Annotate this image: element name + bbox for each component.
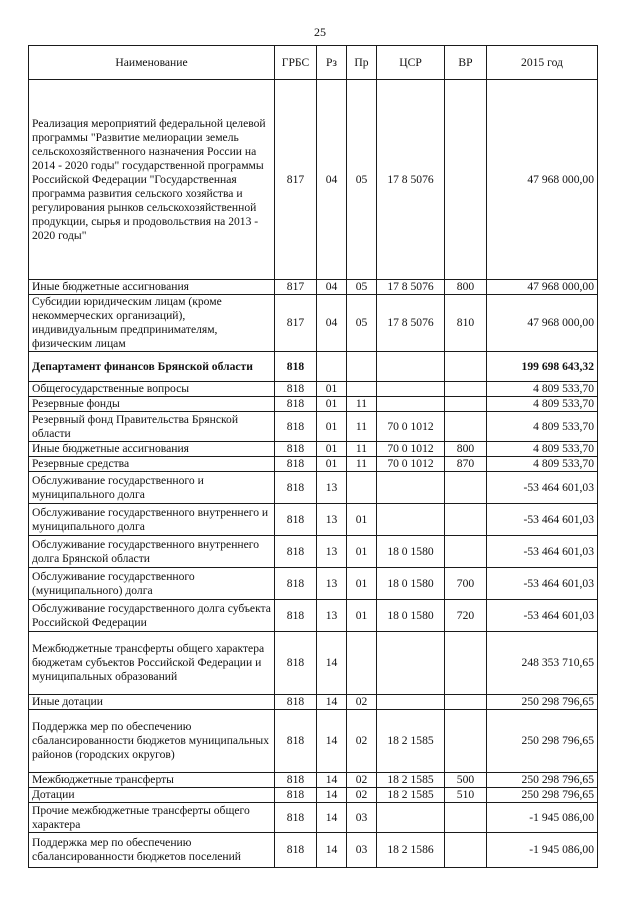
cell-amount: 47 968 000,00 (487, 80, 598, 280)
cell-pr: 05 (347, 295, 377, 352)
cell-rz: 13 (317, 536, 347, 568)
cell-csr: 18 2 1585 (377, 710, 445, 773)
cell-grbs: 818 (275, 833, 317, 868)
cell-vr: 810 (445, 295, 487, 352)
cell-rz: 14 (317, 803, 347, 833)
table-row (29, 600, 598, 632)
cell-amount: 4 809 533,70 (487, 412, 598, 442)
cell-rz: 04 (317, 80, 347, 280)
cell-csr: 17 8 5076 (377, 80, 445, 280)
cell-name: Прочие межбюджетные трансферты общего характера (29, 803, 275, 833)
cell-amount: 4 809 533,70 (487, 397, 598, 412)
cell-vr: 800 (445, 280, 487, 295)
cell-vr (445, 80, 487, 280)
table-row (29, 382, 598, 397)
cell-vr (445, 695, 487, 710)
table-row (29, 773, 598, 788)
cell-pr (347, 472, 377, 504)
cell-csr (377, 695, 445, 710)
cell-amount: 250 298 796,65 (487, 788, 598, 803)
col-header-name: Наименование (29, 46, 275, 80)
cell-grbs: 818 (275, 457, 317, 472)
cell-grbs: 818 (275, 568, 317, 600)
cell-grbs: 818 (275, 632, 317, 695)
cell-rz: 01 (317, 397, 347, 412)
cell-rz: 14 (317, 710, 347, 773)
cell-pr: 11 (347, 412, 377, 442)
cell-pr: 05 (347, 80, 377, 280)
cell-csr: 18 0 1580 (377, 600, 445, 632)
cell-name: Резервные средства (29, 457, 275, 472)
cell-pr (347, 352, 377, 382)
cell-pr: 02 (347, 788, 377, 803)
header-row (29, 46, 598, 80)
table-row (29, 80, 598, 280)
cell-name: Иные бюджетные ассигнования (29, 442, 275, 457)
cell-csr (377, 632, 445, 695)
cell-grbs: 818 (275, 803, 317, 833)
cell-rz: 04 (317, 280, 347, 295)
cell-name: Реализация мероприятий федеральной целевой программы "Развитие мелиорации земель сельскохозяйственного назначения России на 2014 - 2020 годы" государственной программы Российской Федерации "Государственная программа развития сельского хозяйства и регулирования рынков сельскохозяйственной продукции, сырья и продовольствия на 2013 - 2020 годы" (29, 80, 275, 280)
table-row (29, 472, 598, 504)
cell-vr (445, 412, 487, 442)
cell-name: Резервные фонды (29, 397, 275, 412)
cell-name: Поддержка мер по обеспечению сбалансированности бюджетов поселений (29, 833, 275, 868)
table-row (29, 788, 598, 803)
cell-name: Обслуживание государственного (муниципального) долга (29, 568, 275, 600)
cell-vr: 500 (445, 773, 487, 788)
cell-csr (377, 803, 445, 833)
cell-grbs: 818 (275, 442, 317, 457)
cell-name: Обслуживание государственного долга субъекта Российской Федерации (29, 600, 275, 632)
cell-csr: 18 0 1580 (377, 536, 445, 568)
cell-name: Межбюджетные трансферты общего характера бюджетам субъектов Российской Федерации и муниципальных образований (29, 632, 275, 695)
cell-pr: 05 (347, 280, 377, 295)
cell-amount: 47 968 000,00 (487, 280, 598, 295)
cell-pr (347, 632, 377, 695)
cell-vr (445, 803, 487, 833)
cell-pr: 03 (347, 803, 377, 833)
cell-csr: 18 2 1585 (377, 788, 445, 803)
cell-vr (445, 504, 487, 536)
cell-amount: 47 968 000,00 (487, 295, 598, 352)
cell-pr: 03 (347, 833, 377, 868)
cell-grbs: 818 (275, 472, 317, 504)
table-row (29, 695, 598, 710)
cell-rz: 13 (317, 600, 347, 632)
cell-vr: 800 (445, 442, 487, 457)
cell-rz: 13 (317, 504, 347, 536)
cell-pr (347, 382, 377, 397)
cell-amount: 199 698 643,32 (487, 352, 598, 382)
cell-csr: 18 2 1586 (377, 833, 445, 868)
cell-name: Обслуживание государственного и муниципального долга (29, 472, 275, 504)
cell-pr: 11 (347, 442, 377, 457)
cell-vr: 870 (445, 457, 487, 472)
cell-name: Субсидии юридическим лицам (кроме некоммерческих организаций), индивидуальным предпринимателям, физическим лицам (29, 295, 275, 352)
col-header-year: 2015 год (487, 46, 598, 80)
col-header-rz: Рз (317, 46, 347, 80)
cell-amount: -53 464 601,03 (487, 472, 598, 504)
cell-pr: 11 (347, 457, 377, 472)
cell-amount: 250 298 796,65 (487, 695, 598, 710)
cell-rz: 13 (317, 472, 347, 504)
cell-csr (377, 504, 445, 536)
cell-pr: 02 (347, 695, 377, 710)
cell-vr: 700 (445, 568, 487, 600)
cell-pr: 02 (347, 773, 377, 788)
cell-rz: 14 (317, 833, 347, 868)
cell-grbs: 818 (275, 788, 317, 803)
cell-vr (445, 536, 487, 568)
cell-amount: 4 809 533,70 (487, 442, 598, 457)
cell-csr (377, 472, 445, 504)
table-row (29, 280, 598, 295)
cell-grbs: 817 (275, 295, 317, 352)
budget-table (28, 45, 598, 868)
cell-rz (317, 352, 347, 382)
cell-rz: 01 (317, 382, 347, 397)
cell-grbs: 818 (275, 600, 317, 632)
cell-name: Обслуживание государственного внутреннего долга Брянской области (29, 536, 275, 568)
cell-vr (445, 833, 487, 868)
cell-grbs: 818 (275, 412, 317, 442)
cell-pr: 01 (347, 504, 377, 536)
cell-vr (445, 352, 487, 382)
table-row (29, 352, 598, 382)
table-row (29, 536, 598, 568)
cell-rz: 14 (317, 773, 347, 788)
table-row (29, 632, 598, 695)
col-header-vr: ВР (445, 46, 487, 80)
cell-amount: 4 809 533,70 (487, 382, 598, 397)
cell-name: Общегосударственные вопросы (29, 382, 275, 397)
cell-amount: -53 464 601,03 (487, 536, 598, 568)
cell-name: Иные бюджетные ассигнования (29, 280, 275, 295)
cell-csr (377, 382, 445, 397)
cell-rz: 14 (317, 695, 347, 710)
cell-amount: 4 809 533,70 (487, 457, 598, 472)
cell-vr (445, 710, 487, 773)
cell-csr: 70 0 1012 (377, 442, 445, 457)
table-row (29, 457, 598, 472)
cell-grbs: 818 (275, 352, 317, 382)
col-header-pr: Пр (347, 46, 377, 80)
cell-vr: 510 (445, 788, 487, 803)
cell-amount: -53 464 601,03 (487, 504, 598, 536)
cell-csr: 70 0 1012 (377, 457, 445, 472)
cell-amount: -1 945 086,00 (487, 803, 598, 833)
cell-csr (377, 397, 445, 412)
cell-grbs: 817 (275, 280, 317, 295)
page-number: 25 (314, 25, 326, 39)
cell-rz: 04 (317, 295, 347, 352)
cell-pr: 11 (347, 397, 377, 412)
cell-name: Резервный фонд Правительства Брянской области (29, 412, 275, 442)
table-row (29, 833, 598, 868)
cell-name: Департамент финансов Брянской области (29, 352, 275, 382)
cell-amount: 250 298 796,65 (487, 710, 598, 773)
cell-rz: 01 (317, 457, 347, 472)
table-row (29, 568, 598, 600)
cell-csr (377, 352, 445, 382)
cell-rz: 14 (317, 788, 347, 803)
cell-csr: 17 8 5076 (377, 280, 445, 295)
table-row (29, 803, 598, 833)
cell-vr (445, 632, 487, 695)
cell-grbs: 818 (275, 695, 317, 710)
col-header-grbs: ГРБС (275, 46, 317, 80)
cell-vr: 720 (445, 600, 487, 632)
table-row (29, 442, 598, 457)
cell-grbs: 818 (275, 397, 317, 412)
cell-rz: 01 (317, 442, 347, 457)
cell-csr: 17 8 5076 (377, 295, 445, 352)
cell-vr (445, 472, 487, 504)
cell-rz: 14 (317, 632, 347, 695)
cell-csr: 18 2 1585 (377, 773, 445, 788)
cell-amount: -1 945 086,00 (487, 833, 598, 868)
table-row (29, 412, 598, 442)
table-row (29, 397, 598, 412)
cell-grbs: 818 (275, 773, 317, 788)
cell-name: Обслуживание государственного внутреннего и муниципального долга (29, 504, 275, 536)
cell-pr: 02 (347, 710, 377, 773)
cell-name: Поддержка мер по обеспечению сбалансированности бюджетов муниципальных районов (городских округов) (29, 710, 275, 773)
cell-csr: 18 0 1580 (377, 568, 445, 600)
cell-name: Иные дотации (29, 695, 275, 710)
cell-csr: 70 0 1012 (377, 412, 445, 442)
table-row (29, 504, 598, 536)
cell-grbs: 818 (275, 382, 317, 397)
cell-name: Дотации (29, 788, 275, 803)
table-row (29, 710, 598, 773)
cell-pr: 01 (347, 568, 377, 600)
cell-vr (445, 382, 487, 397)
cell-pr: 01 (347, 600, 377, 632)
cell-name: Межбюджетные трансферты (29, 773, 275, 788)
cell-amount: -53 464 601,03 (487, 600, 598, 632)
cell-amount: 250 298 796,65 (487, 773, 598, 788)
cell-grbs: 818 (275, 710, 317, 773)
cell-rz: 13 (317, 568, 347, 600)
cell-grbs: 818 (275, 504, 317, 536)
cell-pr: 01 (347, 536, 377, 568)
cell-vr (445, 397, 487, 412)
cell-amount: 248 353 710,65 (487, 632, 598, 695)
table-row (29, 295, 598, 352)
col-header-csr: ЦСР (377, 46, 445, 80)
cell-grbs: 818 (275, 536, 317, 568)
cell-amount: -53 464 601,03 (487, 568, 598, 600)
cell-rz: 01 (317, 412, 347, 442)
cell-grbs: 817 (275, 80, 317, 280)
